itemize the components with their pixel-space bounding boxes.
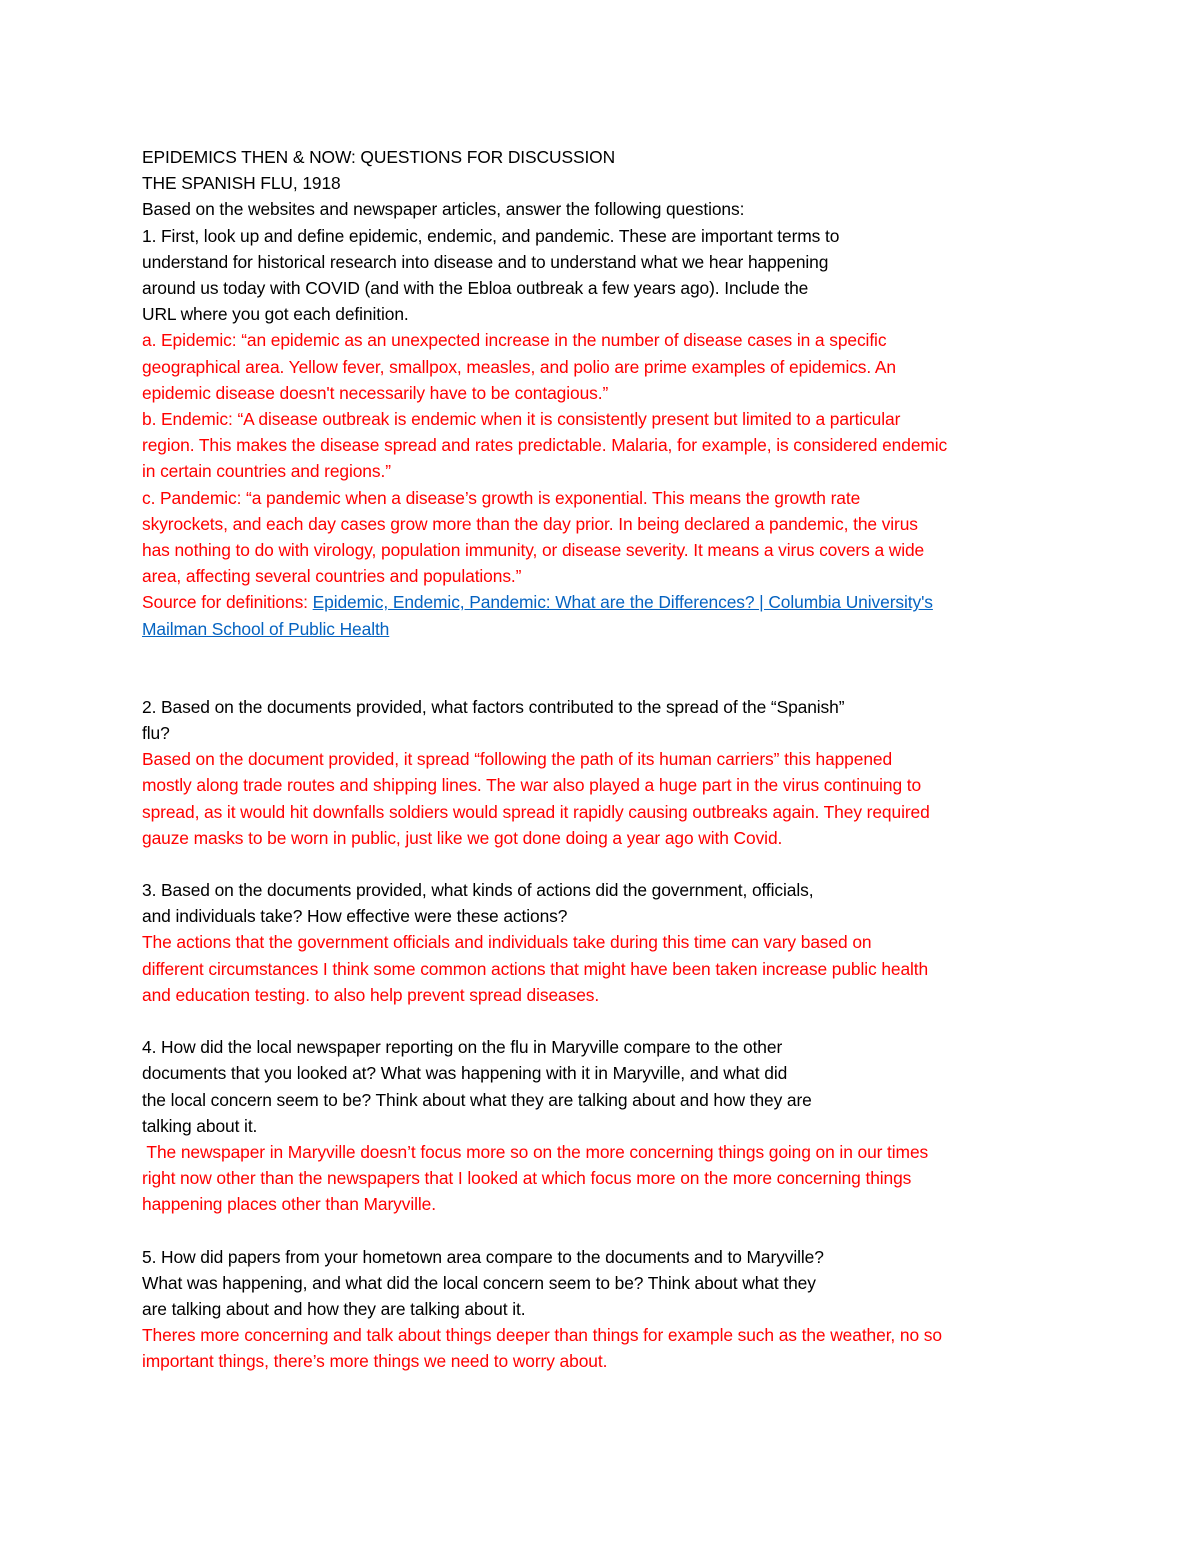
spacer: [142, 851, 1072, 877]
answer-1: [142, 327, 1072, 641]
document-subtitle: THE SPANISH FLU, 1918: [142, 173, 341, 194]
question-1-line: understand for historical research into disease and to understand what we hear happening: [142, 251, 829, 272]
question-4-line: documents that you looked at? What was happening with it in Maryville, and what did: [142, 1063, 788, 1084]
document-title: EPIDEMICS THEN & NOW: QUESTIONS FOR DISCUSSION: [142, 147, 616, 167]
answer-1-line: b. Endemic: “A disease outbreak is endemic when it is consistently present but limited to a particular: [142, 409, 901, 430]
answer-2-line: Based on the document provided, it spread “following the path of its human carriers” this happened: [142, 749, 893, 770]
answer-4-line: The newspaper in Maryville doesn’t focus more so on the more concerning things going on in our times: [142, 1141, 929, 1162]
answer-3: [142, 929, 1072, 1008]
question-3-line: 3. Based on the documents provided, what kinds of actions did the government, officials,: [142, 880, 814, 901]
answer-1-line: region. This makes the disease spread and rates predictable. Malaria, for example, is considered endemic: [142, 435, 948, 456]
answer-1-line: skyrockets, and each day cases grow more than the day prior. In being declared a pandemic, the virus: [142, 513, 918, 534]
answer-1-line: epidemic disease doesn't necessarily have to be contagious.”: [142, 382, 609, 403]
question-2-line: 2. Based on the documents provided, what factors contributed to the spread of the “Spanish”: [142, 696, 845, 717]
question-5-line: are talking about and how they are talking about it.: [142, 1298, 526, 1319]
question-4-line: 4. How did the local newspaper reporting on the flu in Maryville compare to the other: [142, 1037, 783, 1058]
answer-4-line: right now other than the newspapers that I looked at which focus more on the more concerning things: [142, 1168, 912, 1189]
spacer: [142, 642, 1072, 694]
question-2-line: flu?: [142, 723, 170, 744]
answer-5: [142, 1322, 1072, 1374]
document-page: [142, 144, 1072, 1375]
answer-4-line: happening places other than Maryville.: [142, 1194, 436, 1215]
answer-3-line: The actions that the government officials and individuals take during this time can vary based on: [142, 932, 872, 953]
question-3: [142, 877, 1072, 929]
answer-3-line: and education testing. to also help prevent spread diseases.: [142, 984, 600, 1005]
question-1-line: 1. First, look up and define epidemic, endemic, and pandemic. These are important terms to: [142, 225, 840, 246]
question-5: [142, 1244, 1072, 1323]
spacer: [142, 1008, 1072, 1034]
answer-1-line: c. Pandemic: “a pandemic when a disease’s growth is exponential. This means the growth rate: [142, 487, 861, 508]
question-1-line: around us today with COVID (and with the Ebloa outbreak a few years ago). Include the: [142, 278, 809, 299]
question-5-line: What was happening, and what did the local concern seem to be? Think about what they: [142, 1272, 816, 1293]
answer-5-line: important things, there’s more things we need to worry about.: [142, 1351, 608, 1372]
answer-1-line: area, affecting several countries and populations.”: [142, 566, 522, 587]
source-label: Source for definitions:: [142, 592, 313, 613]
source-link[interactable]: Epidemic, Endemic, Pandemic: What are the Differences? | Columbia University's: [312, 592, 933, 613]
answer-1-line: has nothing to do with virology, population immunity, or disease severity. It means a virus covers a wide: [142, 540, 925, 561]
answer-5-line: Theres more concerning and talk about things deeper than things for example such as the weather, no so: [142, 1325, 942, 1346]
question-1: [142, 223, 1072, 328]
answer-2-line: gauze masks to be worn in public, just like we got done doing a year ago with Covid.: [142, 827, 783, 848]
answer-2-line: spread, as it would hit downfalls soldiers would spread it rapidly causing outbreaks again. They required: [142, 801, 930, 822]
source-line: [142, 589, 1072, 615]
answer-3-line: different circumstances I think some common actions that might have been taken increase public health: [142, 958, 929, 979]
source-line: [142, 616, 1072, 642]
question-4: [142, 1034, 1072, 1139]
question-1-line: URL where you got each definition.: [142, 304, 409, 325]
spacer: [142, 1218, 1072, 1244]
answer-1-line: a. Epidemic: “an epidemic as an unexpected increase in the number of disease cases in a specific: [142, 330, 887, 351]
question-3-line: and individuals take? How effective were these actions?: [142, 906, 568, 927]
answer-1-line: geographical area. Yellow fever, smallpox, measles, and polio are prime examples of epidemics. An: [142, 356, 896, 377]
instructions: Based on the websites and newspaper articles, answer the following questions:: [142, 199, 745, 220]
source-link-continued[interactable]: Mailman School of Public Health: [142, 618, 390, 639]
question-4-line: the local concern seem to be? Think about what they are talking about and how they are: [142, 1089, 812, 1110]
answer-1-line: in certain countries and regions.”: [142, 461, 391, 482]
question-4-line: talking about it.: [142, 1115, 258, 1136]
answer-2-line: mostly along trade routes and shipping lines. The war also played a huge part in the virus continuing to: [142, 775, 922, 796]
question-2: [142, 694, 1072, 746]
question-5-line: 5. How did papers from your hometown area compare to the documents and to Maryville?: [142, 1246, 824, 1267]
answer-4: [142, 1139, 1072, 1218]
answer-2: [142, 746, 1072, 851]
